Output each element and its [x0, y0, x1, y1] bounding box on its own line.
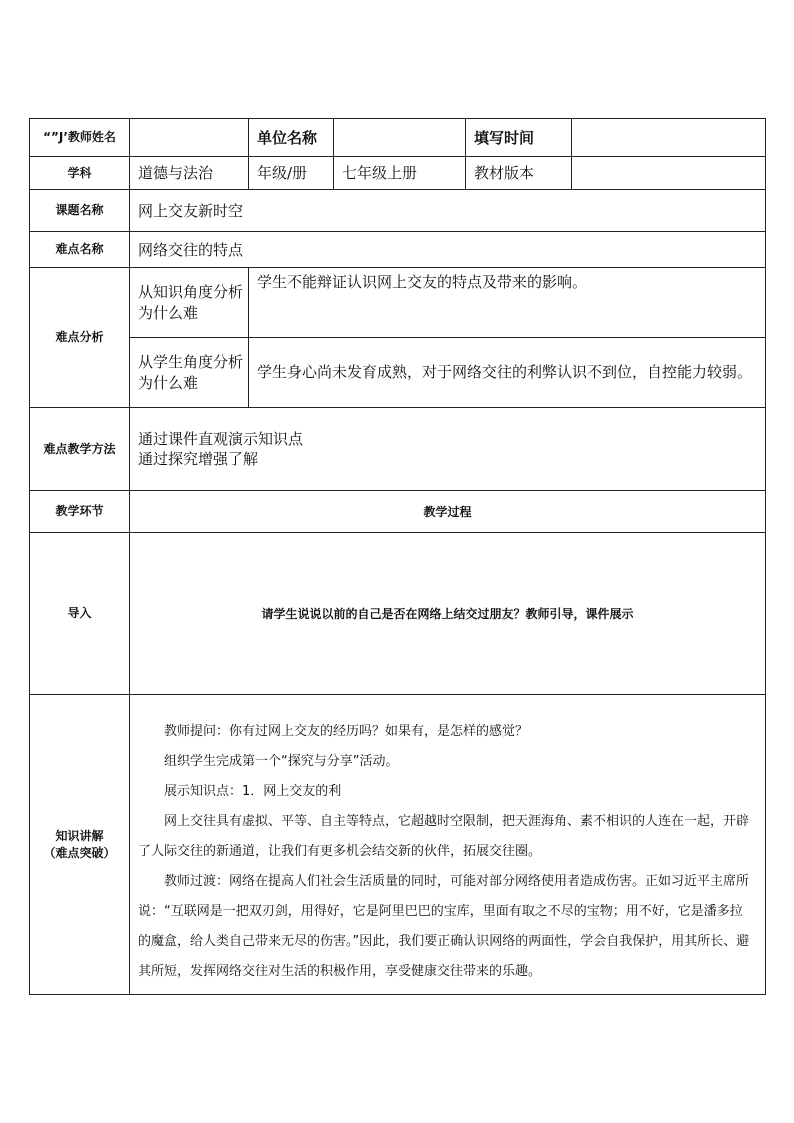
knowledge-label-line2: （难点突破）: [43, 845, 116, 860]
topic-row: [30, 190, 766, 232]
method-content: [130, 408, 766, 491]
grade-value: 七年级上册: [334, 157, 466, 190]
subject-value: 道德与法治: [130, 157, 249, 190]
knowledge-label-line1: 知识讲解: [55, 828, 104, 843]
stage-header-label: 教学环节: [30, 491, 130, 533]
lesson-plan-table: [29, 118, 766, 995]
topic-value: 网上交友新时空: [130, 190, 766, 232]
analysis-row-knowledge: [30, 268, 766, 338]
method-line: 通过课件直观演示知识点: [138, 430, 304, 448]
student-angle-label: 从学生角度分析为什么难: [130, 338, 249, 408]
knowledge-row: [30, 695, 766, 995]
knowledge-label: [30, 695, 130, 995]
knowledge-angle-label: 从知识角度分析为什么难: [130, 268, 249, 338]
difficulty-value: 网络交往的特点: [130, 232, 766, 268]
knowledge-paragraph: 网上交往具有虚拟、平等、自主等特点，它超越时空限制，把天涯海角、素不相识的人连在一起，开辟了人际交往的新通道，让我们有更多机会结交新的伙伴，拓展交往圈。: [138, 814, 750, 859]
intro-label: 导入: [30, 533, 130, 695]
student-angle-text: 学生身心尚未发育成熟，对于网络交往的利弊认识不到位，自控能力较弱。: [249, 338, 766, 408]
intro-text: 请学生说说以前的自己是否在网络上结交过朋友？教师引导，课件展示: [130, 533, 766, 695]
process-header-row: [30, 491, 766, 533]
edition-value: [572, 157, 766, 190]
header-row-2: [30, 157, 766, 190]
teacher-name-value: [130, 119, 249, 157]
grade-label: 年级/册: [249, 157, 334, 190]
unit-name-value: [334, 119, 466, 157]
knowledge-paragraph: 教师提问：你有过网上交友的经历吗？如果有，是怎样的感觉？: [164, 724, 529, 739]
method-row: [30, 408, 766, 491]
topic-label: 课题名称: [30, 190, 130, 232]
header-row-1: [30, 119, 766, 157]
teacher-name-label: “”J’教师姓名: [30, 119, 130, 157]
fill-date-label: 填写时间: [466, 119, 572, 157]
unit-name-label: 单位名称: [249, 119, 334, 157]
method-line: 通过探究增强了解: [138, 450, 259, 468]
knowledge-content: [130, 695, 766, 995]
knowledge-paragraph: 教师过渡：网络在提高人们社会生活质量的同时，可能对部分网络使用者造成伤害。正如习近平主席所说：“互联网是一把双刃剑，用得好，它是阿里巴巴的宝库，里面有取之不尽的宝物；用不好，它是潘多拉的魔盒，给人类自己带来无尽的伤害。”因此，我们要正确认识网络的两面性，学会自我保护，用其所长、避其所短，发挥网络交往对生活的积极作用，享受健康交往带来的乐趣。: [138, 874, 750, 979]
difficulty-label: 难点名称: [30, 232, 130, 268]
knowledge-angle-text: 学生不能辩证认识网上交友的特点及带来的影响。: [249, 268, 766, 338]
analysis-label: 难点分析: [30, 268, 130, 408]
knowledge-paragraph: 组织学生完成第一个“探究与分享”活动。: [164, 754, 399, 769]
process-header-label: 教学过程: [130, 491, 766, 533]
subject-label: 学科: [30, 157, 130, 190]
knowledge-paragraph: 展示知识点：1．网上交友的利: [164, 784, 342, 799]
fill-date-value: [572, 119, 766, 157]
edition-label: 教材版本: [466, 157, 572, 190]
intro-row: [30, 533, 766, 695]
method-label: 难点教学方法: [30, 408, 130, 491]
analysis-row-student: [30, 338, 766, 408]
difficulty-row: [30, 232, 766, 268]
